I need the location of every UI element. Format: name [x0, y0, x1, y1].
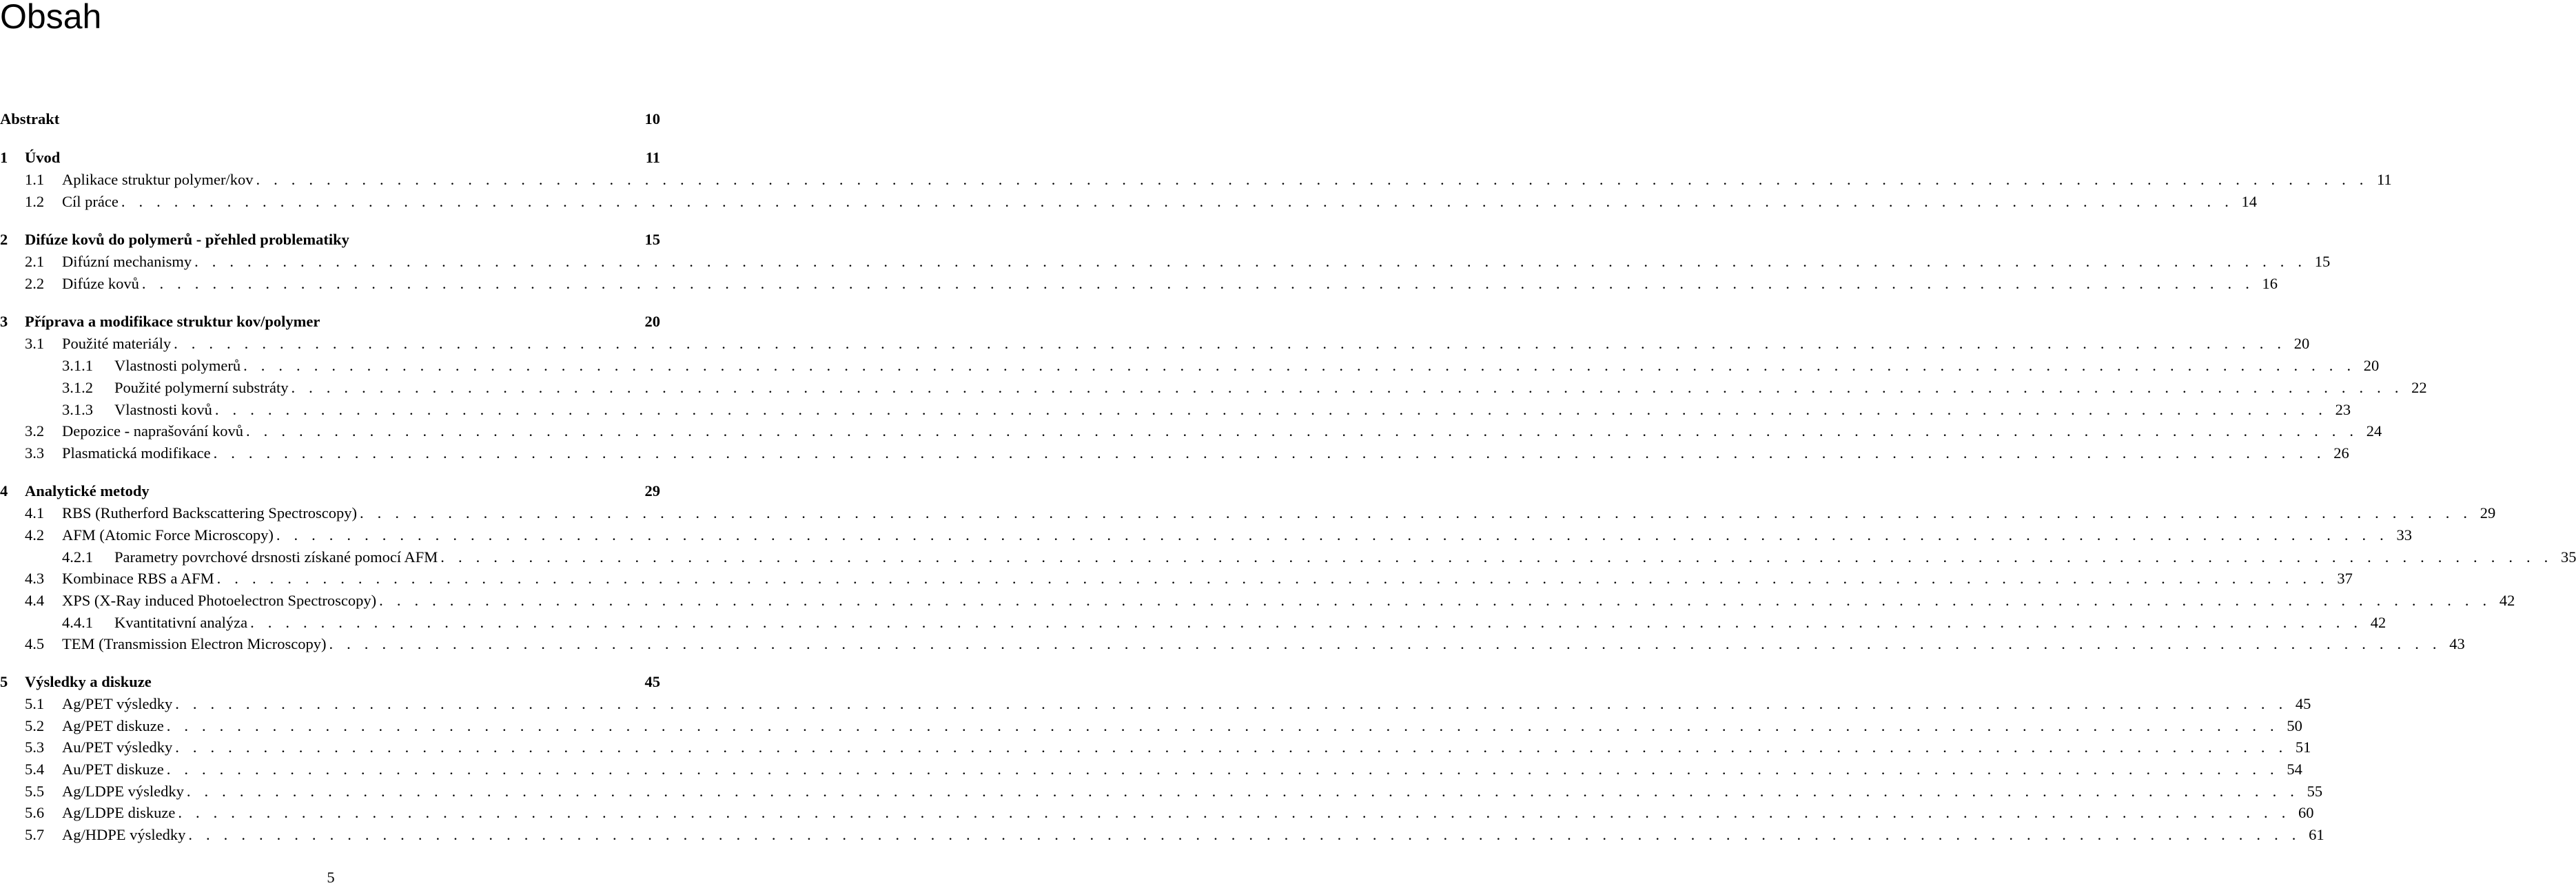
toc-chapter-row[interactable] — [0, 481, 662, 502]
toc-entry-number: 3.1 — [25, 335, 45, 352]
toc-entry-title: Úvod — [25, 149, 61, 166]
toc-dot-leader: . . . . . . . . . . . . . . . . . . . . . . . . . . . . . . . . . . . . . . . . . . . . . . . . . . . . . . . . . . . . . . . . . . . . . . . . . . . . . . . . . . . . . . . . . . . . . . . . . . . . . . . . . . . . . . . . . . . . . . . . — [186, 783, 2300, 800]
toc-section-row[interactable] — [0, 634, 2465, 654]
toc-entry-number: 5.5 — [25, 783, 45, 800]
toc-subsection-row[interactable] — [0, 355, 2380, 376]
toc-dot-leader: . . . . . . . . . . . . . . . . . . . . . . . . . . . . . . . . . . . . . . . . . . . . . . . . . . . . . . . . . . . . . . . . . . . . . . . . . . . . . . . . . . . . . . . . . . . . . . . . . . . . . . . . . . . . . . . . . . . . . . . . — [166, 761, 2279, 778]
toc-entry-title: Ag/LDPE diskuze — [62, 804, 176, 821]
toc-entry-title: XPS (X-Ray induced Photoelectron Spectroscopy) — [62, 592, 377, 609]
toc-section-row[interactable] — [0, 273, 2278, 294]
toc-chapter-row[interactable] — [0, 229, 662, 250]
toc-entry-page: 37 — [2337, 570, 2353, 587]
toc-entry-page: 20 — [2293, 335, 2310, 352]
toc-entry-title: Plasmatická modifikace — [62, 444, 211, 462]
toc-dot-leader: . . . . . . . . . . . . . . . . . . . . . . . . . . . . . . . . . . . . . . . . . . . . . . . . . . . . . . . . . . . . . . . . . . . . . . . . . . . . . . . . . . . . . . . . . . . . . . . . . . . . . . . . . . . . . . . . . . . . . . . . — [246, 422, 2359, 440]
toc-entry-number: 2.1 — [25, 253, 45, 270]
toc-dot-leader: . . . . . . . . . . . . . . . . . . . . . . . . . . . . . . . . . . . . . . . . . . . . . . . . . . . . . . . . . . . . . . . . . . . . . . . . . . . . . . . . . . . . . . . . . . . . . . . . . . . . . . . . . . . . . . . . . . . . . . . . — [175, 739, 2288, 756]
toc-entry-number: 5.1 — [25, 695, 45, 712]
toc-dot-leader: . . . . . . . . . . . . . . . . . . . . . . . . . . . . . . . . . . . . . . . . . . . . . . . . . . . . . . . . . . . . . . . . . . . . . . . . . . . . . . . . . . . . . . . . . . . . . . . . . . . . . . . . . . . . . . . . . . . . . . . . — [276, 526, 2389, 544]
toc-section-row[interactable] — [0, 759, 2302, 780]
toc-section-row[interactable] — [0, 737, 2311, 758]
toc-section-row[interactable] — [0, 333, 2310, 354]
toc-entry-title: Ag/LDPE výsledky — [62, 783, 184, 800]
toc-dot-leader: . . . . . . . . . . . . . . . . . . . . . . . . . . . . . . . . . . . . . . . . . . . . . . . . . . . . . . . . . . . . . . . . . . . . . . . . . . . . . . . . . . . . . . . . . . . . . . . . . . . . . . . . . . . . . . . . . . . . . . . . — [291, 379, 2404, 396]
toc-entry-title: Difúze kovů do polymerů - přehled problematiky — [25, 231, 349, 248]
toc-entry-number: 1.2 — [25, 193, 45, 210]
toc-entry-number: 4.4.1 — [62, 614, 93, 631]
toc-dot-leader: . . . . . . . . . . . . . . . . . . . . . . . . . . . . . . . . . . . . . . . . . . . . . . . . . . . . . . . . . . . . . . . . . . . . . . . . . . . . . . . . . . . . . . . . . . . . . . . . . . . . . . . . . . . . . . . . . . . . . . . . — [213, 444, 2326, 462]
toc-dot-leader: . . . . . . . . . . . . . . . . . . . . . . . . . . . . . . . . . . . . . . . . . . . . . . . . . . . . . . . . . . . . . . . . . . . . . . . . . . . . . . . . . . . . . . . . . . . . . . . . . . . . . . . . . . . . . . . . . . . . . . . . — [250, 614, 2363, 631]
toc-entry-title: Použité polymerní substráty — [114, 379, 289, 396]
toc-entry-page: 29 — [2480, 504, 2496, 522]
toc-subsection-row[interactable] — [0, 400, 2351, 420]
toc-dot-leader: . . . . . . . . . . . . . . . . . . . . . . . . . . . . . . . . . . . . . . . . . . . . . . . . . . . . . . . . . . . . . . . . . . . . . . . . . . . . . . . . . . . . . . . . . . . . . . . . . . . . . . . . . . . . . . . . . . . . . . . . — [141, 275, 2255, 292]
toc-entry-number: 3 — [0, 313, 8, 330]
toc-entry-title: Ag/PET výsledky — [62, 695, 173, 712]
toc-entry-number: 2 — [0, 231, 8, 248]
toc-section-row[interactable] — [0, 421, 2382, 442]
toc-dot-leader: . . . . . . . . . . . . . . . . . . . . . . . . . . . . . . . . . . . . . . . . . . . . . . . . . . . . . . . . . . . . . . . . . . . . . . . . . . . . . . . . . . . . . . . . . . . . . . . . . . . . . . . . . . . . . . . . . . . . . . . . — [178, 804, 2291, 821]
toc-dot-leader: . . . . . . . . . . . . . . . . . . . . . . . . . . . . . . . . . . . . . . . . . . . . . . . . . . . . . . . . . . . . . . . . . . . . . . . . . . . . . . . . . . . . . . . . . . . . . . . . . . . . . . . . . . . . . . . . . . . . . . . . — [175, 695, 2288, 712]
toc-entry-page: 61 — [2309, 826, 2324, 843]
toc-entry-number: 5.6 — [25, 804, 45, 821]
toc-dot-leader: . . . . . . . . . . . . . . . . . . . . . . . . . . . . . . . . . . . . . . . . . . . . . . . . . . . . . . . . . . . . . . . . . . . . . . . . . . . . . . . . . . . . . . . . . . . . . . . . . . . . . . . . . . . . . . . . . . . . . . . . — [174, 335, 2287, 352]
toc-subsection-row[interactable] — [0, 378, 2427, 398]
toc-section-row[interactable] — [0, 716, 2302, 736]
toc-entry-page: 14 — [2241, 193, 2258, 210]
toc-entry-title: TEM (Transmission Electron Microscopy) — [62, 635, 327, 652]
toc-entry-number: 3.1.2 — [62, 379, 93, 396]
toc-chapter-row[interactable] — [0, 109, 662, 130]
toc-section-row[interactable] — [0, 694, 2311, 714]
toc-entry-title: Cíl práce — [62, 193, 119, 210]
toc-entry-page: 22 — [2411, 379, 2427, 396]
toc-dot-leader: . . . . . . . . . . . . . . . . . . . . . . . . . . . . . . . . . . . . . . . . . . . . . . . . . . . . . . . . . . . . . . . . . . . . . . . . . . . . . . . . . . . . . . . . . . . . . . . . . . . . . . . . . . . . . . . . . . . . . . . . — [379, 592, 2492, 609]
toc-section-row[interactable] — [0, 590, 2515, 611]
toc-entry-number: 4.4 — [25, 592, 45, 609]
toc-entry-title: RBS (Rutherford Backscattering Spectroscopy) — [62, 504, 358, 522]
toc-entry-title: Kvantitativní analýza — [114, 614, 248, 631]
toc-section-row[interactable] — [0, 568, 2353, 589]
toc-chapter-row[interactable] — [0, 147, 662, 168]
toc-entry-title: Parametry povrchové drsnosti získané pomocí AFM — [114, 548, 438, 566]
toc-entry-page: 11 — [2376, 171, 2392, 188]
toc-dot-leader: . . . . . . . . . . . . . . . . . . . . . . . . . . . . . . . . . . . . . . . . . . . . . . . . . . . . . . . . . . . . . . . . . . . . . . . . . . . . . . . . . . . . . . . . . . . . . . . . . . . . . . . . . . . . . . . . . . . . . . . . — [188, 826, 2301, 843]
toc-entry-page: 15 — [2314, 253, 2331, 270]
toc-entry-title: Aplikace struktur polymer/kov — [62, 171, 254, 188]
toc-dot-leader: . . . . . . . . . . . . . . . . . . . . . . . . . . . . . . . . . . . . . . . . . . . . . . . . . . . . . . . . . . . . . . . . . . . . . . . . . . . . . . . . . . . . . . . . . . . . . . . . . . . . . . . . . . . . . . . . . . . . . . . . — [166, 717, 2279, 734]
toc-entry-page: 20 — [644, 313, 660, 330]
toc-entry-page: 11 — [645, 149, 660, 166]
toc-entry-number: 5.2 — [25, 717, 45, 734]
toc-entry-number: 4.2.1 — [62, 548, 93, 566]
toc-entry-number: 1 — [0, 149, 8, 166]
toc-dot-leader: . . . . . . . . . . . . . . . . . . . . . . . . . . . . . . . . . . . . . . . . . . . . . . . . . . . . . . . . . . . . . . . . . . . . . . . . . . . . . . . . . . . . . . . . . . . . . . . . . . . . . . . . . . . . . . . . . . . . . . . . — [243, 357, 2356, 374]
toc-dot-leader: . . . . . . . . . . . . . . . . . . . . . . . . . . . . . . . . . . . . . . . . . . . . . . . . . . . . . . . . . . . . . . . . . . . . . . . . . . . . . . . . . . . . . . . . . . . . . . . . . . . . . . . . . . . . . . . . . . . . . . . . — [214, 401, 2328, 418]
toc-entry-title: Vlastnosti kovů — [114, 401, 212, 418]
toc-entry-title: Analytické metody — [25, 482, 150, 499]
toc-entry-title: Použité materiály — [62, 335, 172, 352]
toc-entry-page: 60 — [2298, 804, 2314, 821]
toc-entry-title: Au/PET diskuze — [62, 761, 164, 778]
toc-entry-page: 45 — [644, 673, 660, 690]
toc-entry-number: 4.3 — [25, 570, 45, 587]
toc-entry-number: 3.3 — [25, 444, 45, 462]
toc-entry-title: Difúze kovů — [62, 275, 139, 292]
toc-entry-title: Ag/HDPE výsledky — [62, 826, 186, 843]
toc-entry-page: 45 — [2295, 695, 2311, 712]
toc-entry-title: Au/PET výsledky — [62, 739, 173, 756]
toc-entry-number: 1.1 — [25, 171, 45, 188]
toc-entry-number: 4.1 — [25, 504, 45, 522]
toc-entry-title: Příprava a modifikace struktur kov/polymer — [25, 313, 320, 330]
toc-subsection-row[interactable] — [0, 612, 2386, 633]
toc-dot-leader: . . . . . . . . . . . . . . . . . . . . . . . . . . . . . . . . . . . . . . . . . . . . . . . . . . . . . . . . . . . . . . . . . . . . . . . . . . . . . . . . . . . . . . . . . . . . . . . . . . . . . . . . . . . . . . . . . . . . . . . . — [256, 171, 2369, 188]
toc-section-row[interactable] — [0, 503, 2496, 524]
toc-entry-page: 15 — [644, 231, 660, 248]
toc-dot-leader: . . . . . . . . . . . . . . . . . . . . . . . . . . . . . . . . . . . . . . . . . . . . . . . . . . . . . . . . . . . . . . . . . . . . . . . . . . . . . . . . . . . . . . . . . . . . . . . . . . . . . . . . . . . . . . . . . . . . . . . . — [194, 253, 2307, 270]
toc-entry-page: 43 — [2449, 635, 2465, 652]
toc-entry-title: Abstrakt — [0, 110, 60, 127]
toc-section-row[interactable] — [0, 781, 2323, 802]
toc-entry-page: 33 — [2396, 526, 2413, 544]
toc-entry-page: 35 — [2560, 548, 2576, 566]
toc-entry-number: 2.2 — [25, 275, 45, 292]
toc-section-row[interactable] — [0, 525, 2413, 546]
toc-entry-number: 4.2 — [25, 526, 45, 544]
toc-entry-page: 26 — [2333, 444, 2349, 462]
toc-section-row[interactable] — [0, 825, 2324, 845]
toc-section-row[interactable] — [0, 251, 2331, 272]
toc-entry-number: 5 — [0, 673, 8, 690]
toc-entry-page: 50 — [2287, 717, 2302, 734]
toc-subsection-row[interactable] — [0, 547, 2576, 568]
toc-entry-page: 20 — [2363, 357, 2380, 374]
toc-entry-number: 3.1.3 — [62, 401, 93, 418]
toc-dot-leader: . . . . . . . . . . . . . . . . . . . . . . . . . . . . . . . . . . . . . . . . . . . . . . . . . . . . . . . . . . . . . . . . . . . . . . . . . . . . . . . . . . . . . . . . . . . . . . . . . . . . . . . . . . . . . . . . . . . . . . . . — [360, 504, 2473, 522]
page-title: Obsah — [0, 0, 102, 36]
toc-dot-leader: . . . . . . . . . . . . . . . . . . . . . . . . . . . . . . . . . . . . . . . . . . . . . . . . . . . . . . . . . . . . . . . . . . . . . . . . . . . . . . . . . . . . . . . . . . . . . . . . . . . . . . . . . . . . . . . . . . . . . . . . — [329, 635, 2442, 652]
toc-entry-title: Kombinace RBS a AFM — [62, 570, 214, 587]
toc-entry-page: 51 — [2295, 739, 2311, 756]
toc-entry-page: 55 — [2307, 783, 2323, 800]
toc-entry-title: Výsledky a diskuze — [25, 673, 152, 690]
toc-section-row[interactable] — [0, 803, 2314, 823]
toc-entry-page: 16 — [2262, 275, 2278, 292]
toc-entry-page: 54 — [2287, 761, 2302, 778]
toc-dot-leader: . . . . . . . . . . . . . . . . . . . . . . . . . . . . . . . . . . . . . . . . . . . . . . . . . . . . . . . . . . . . . . . . . . . . . . . . . . . . . . . . . . . . . . . . . . . . . . . . . . . . . . . . . . . . . . . . . . . . . . . . — [216, 570, 2329, 587]
toc-entry-number: 3.2 — [25, 422, 45, 440]
toc-entry-number: 4 — [0, 482, 8, 499]
toc-chapter-row[interactable] — [0, 672, 662, 692]
toc-entry-title: AFM (Atomic Force Microscopy) — [62, 526, 274, 544]
toc-dot-leader: . . . . . . . . . . . . . . . . . . . . . . . . . . . . . . . . . . . . . . . . . . . . . . . . . . . . . . . . . . . . . . . . . . . . . . . . . . . . . . . . . . . . . . . . . . . . . . . . . . . . . . . . . . . . . . . . . . . . . . . . — [121, 193, 2234, 210]
toc-entry-number: 5.4 — [25, 761, 45, 778]
toc-entry-title: Ag/PET diskuze — [62, 717, 164, 734]
toc-entry-page: 29 — [644, 482, 660, 499]
toc-section-row[interactable] — [0, 169, 2392, 190]
toc-chapter-row[interactable] — [0, 311, 662, 332]
toc-entry-number: 3.1.1 — [62, 357, 93, 374]
toc-entry-number: 5.7 — [25, 826, 45, 843]
toc-entry-page: 23 — [2335, 401, 2351, 418]
toc-dot-leader: . . . . . . . . . . . . . . . . . . . . . . . . . . . . . . . . . . . . . . . . . . . . . . . . . . . . . . . . . . . . . . . . . . . . . . . . . . . . . . . . . . . . . . . . . . . . . . . . . . . . . . . . . . . . . . . . . . . . . . . . — [440, 548, 2553, 566]
toc-entry-number: 5.3 — [25, 739, 45, 756]
toc-section-row[interactable] — [0, 443, 2349, 464]
toc-entry-page: 42 — [2370, 614, 2386, 631]
toc-entry-number: 4.5 — [25, 635, 45, 652]
toc-entry-title: Vlastnosti polymerů — [114, 357, 241, 374]
toc-entry-title: Depozice - naprašování kovů — [62, 422, 244, 440]
toc-section-row[interactable] — [0, 192, 2258, 212]
toc-entry-title: Difúzní mechanismy — [62, 253, 192, 270]
toc-entry-page: 42 — [2499, 592, 2515, 609]
page-number: 5 — [327, 869, 335, 886]
toc-entry-page: 24 — [2366, 422, 2382, 440]
toc-entry-page: 10 — [644, 110, 660, 127]
